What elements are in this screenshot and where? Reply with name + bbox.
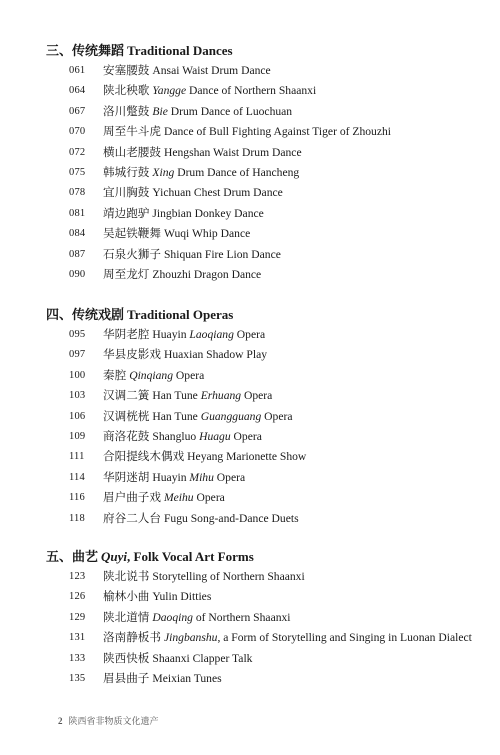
entry-title-cn: 陕北道情 (103, 610, 150, 624)
section-title (46, 43, 490, 59)
entry-page-number: 061 (69, 65, 86, 76)
list-item (46, 386, 490, 406)
list-item (46, 325, 490, 345)
list-item (46, 366, 490, 386)
entry-title: 横山老腰鼓 Hengshan Waist Drum Dance (103, 145, 302, 159)
section (46, 307, 490, 529)
entry-title-italic: Mihu (189, 470, 214, 484)
entry-title-cn: 石泉火狮子 (103, 247, 161, 261)
entry-page-number: 114 (69, 471, 85, 483)
list-item (46, 345, 490, 365)
section-title (46, 549, 490, 565)
entry-page-number: 131 (69, 632, 86, 644)
entry-title-cn: 陕北秧歌 (103, 84, 150, 98)
entry-title: 韩城行鼓 Xing Drum Dance of Hancheng (103, 165, 300, 179)
section (46, 43, 490, 285)
list-item (46, 447, 490, 467)
entry-page-number: 109 (69, 430, 86, 442)
entry-page-number: 111 (69, 451, 85, 463)
entry-title: 石泉火狮子 Shiquan Fire Lion Dance (103, 247, 281, 261)
entry-title-cn: 眉户曲子戏 (103, 491, 161, 505)
list-item (46, 61, 490, 81)
entry-title-cn: 秦腔 (103, 368, 127, 382)
entry-page-number: 133 (69, 652, 86, 664)
section (46, 549, 490, 689)
entry-title-cn: 汉调桄桄 (103, 409, 150, 423)
list-item (46, 669, 490, 689)
entry-title-cn: 韩城行鼓 (103, 165, 150, 179)
entry-title-cn: 宜川胸鼓 (103, 186, 150, 200)
entry-title-cn: 商洛花鼓 (103, 429, 150, 443)
entry-page-number: 070 (69, 126, 86, 138)
entry-title-cn: 吴起铁鞭舞 (103, 227, 161, 241)
entry-title-cn: 洛南静板书 (103, 631, 161, 645)
entry-title-italic: Erhuang (200, 389, 242, 403)
entry-title: 靖边跑驴 Jingbian Donkey Dance (103, 206, 264, 220)
entry-title-cn: 陕西快板 (103, 651, 150, 665)
entry-title-italic: Qinqiang (129, 368, 174, 382)
entry-page-number: 106 (69, 410, 86, 422)
entry-page-number: 123 (69, 571, 86, 582)
entry-page-number: 100 (69, 369, 86, 381)
entry-title: 榆林小曲 Yulin Ditties (103, 590, 212, 604)
section-title (46, 307, 490, 323)
section-title-en: Quyi, Folk Vocal Art Forms (101, 549, 254, 564)
entry-page-number: 116 (69, 492, 85, 504)
section-title-cn: 四、传统戏剧 (46, 307, 125, 322)
list-item (46, 143, 490, 163)
entry-page-number: 067 (69, 105, 86, 117)
entry-title-cn: 安塞腰鼓 (103, 64, 150, 77)
entry-list (46, 61, 490, 285)
entry-page-number: 064 (69, 85, 86, 97)
list-item (46, 163, 490, 183)
entry-title-italic: Daoqing (152, 610, 193, 624)
entry-page-number: 078 (69, 187, 86, 199)
entry-list (46, 325, 490, 529)
list-item (46, 224, 490, 244)
entry-page-number: 090 (69, 268, 86, 280)
entry-page-number: 075 (69, 166, 86, 178)
entry-title: 宜川胸鼓 Yichuan Chest Drum Dance (103, 186, 283, 200)
entry-title-italic: Guangguang (200, 409, 262, 423)
entry-title-italic: Xing (152, 165, 175, 179)
entry-page-number: 103 (69, 390, 86, 402)
entry-title-cn: 华阴老腔 (103, 328, 150, 341)
list-item (46, 509, 490, 529)
entry-title: 眉县曲子 Meixian Tunes (103, 671, 222, 685)
entry-title: 陕西快板 Shaanxi Clapper Talk (103, 651, 253, 665)
entry-title-cn: 合阳提线木偶戏 (103, 450, 185, 464)
entry-title-cn: 陕北说书 (103, 570, 150, 583)
list-item (46, 567, 490, 587)
entry-title: 华县皮影戏 Huaxian Shadow Play (103, 348, 268, 362)
list-item (46, 265, 490, 285)
entry-title: 眉户曲子戏 Meihu Opera (103, 491, 225, 505)
entry-title-cn: 靖边跑驴 (103, 206, 150, 220)
entry-title: 陕北秧歌 Yangge Dance of Northern Shaanxi (103, 84, 317, 98)
entry-title-cn: 横山老腰鼓 (103, 145, 161, 159)
entry-title: 吴起铁鞭舞 Wuqi Whip Dance (103, 227, 251, 241)
section-title-en: Traditional Dances (127, 43, 233, 58)
entry-page-number: 087 (69, 248, 86, 260)
entry-title: 汉调桄桄 Han Tune Guangguang Opera (103, 409, 293, 423)
entry-page-number: 081 (69, 207, 86, 219)
list-item (46, 427, 490, 447)
entry-page-number: 095 (69, 329, 86, 340)
list-item (46, 649, 490, 669)
entry-page-number: 129 (69, 611, 86, 623)
list-item (46, 628, 490, 648)
list-item (46, 204, 490, 224)
entry-title-italic: Laoqiang (189, 328, 234, 341)
entry-title-cn: 周至牛斗虎 (103, 125, 161, 139)
entry-page-number: 126 (69, 591, 86, 603)
entry-title: 陕北道情 Daoqing of Northern Shaanxi (103, 610, 291, 624)
entry-page-number: 118 (69, 512, 85, 524)
entry-title: 周至牛斗虎 Dance of Bull Fighting Against Tiger of Zhouzhi (103, 125, 392, 139)
entry-title-cn: 府谷二人台 (103, 511, 161, 525)
list-item (46, 407, 490, 427)
entry-title-cn: 华县皮影戏 (103, 348, 161, 362)
entry-title-italic: Meihu (163, 491, 194, 505)
entry-title-cn: 华阴迷胡 (103, 470, 150, 484)
entry-title-cn: 榆林小曲 (103, 590, 150, 604)
entry-title-italic: Jingbanshu (163, 631, 218, 645)
entry-page-number: 135 (69, 672, 86, 684)
list-item (46, 183, 490, 203)
page-number: 2 (58, 716, 63, 726)
list-item (46, 468, 490, 488)
entry-title-cn: 洛川蹩鼓 (103, 104, 150, 118)
entry-title-italic: Yangge (152, 84, 187, 98)
entry-page-number: 072 (69, 146, 86, 158)
entry-list (46, 567, 490, 689)
list-item (46, 245, 490, 265)
entry-title-cn: 汉调二簧 (103, 389, 150, 403)
section-title-cn: 五、曲艺 (46, 549, 99, 564)
entry-title-italic: Bie (152, 104, 168, 118)
entry-page-number: 084 (69, 228, 86, 240)
page-footer (58, 714, 159, 727)
entry-title: 商洛花鼓 Shangluo Huagu Opera (103, 429, 262, 443)
list-item (46, 102, 490, 122)
list-item (46, 608, 490, 628)
list-item (46, 488, 490, 508)
entry-title: 秦腔 Qinqiang Opera (103, 368, 205, 382)
list-item (46, 587, 490, 607)
entry-title: 华阴老腔 Huayin Laoqiang Opera (103, 328, 266, 341)
section-title-cn: 三、传统舞蹈 (46, 43, 125, 58)
entry-title: 陕北说书 Storytelling of Northern Shaanxi (103, 570, 305, 583)
entry-title-cn: 眉县曲子 (103, 671, 150, 685)
section-title-en: Traditional Operas (127, 307, 234, 322)
entry-page-number: 097 (69, 349, 86, 361)
book-title: 陕西省非物质文化遗产 (68, 716, 159, 726)
entry-title: 洛川蹩鼓 Bie Drum Dance of Luochuan (103, 104, 293, 118)
entry-title: 周至龙灯 Zhouzhi Dragon Dance (103, 267, 262, 281)
list-item (46, 122, 490, 142)
entry-title-italic: Huagu (199, 429, 231, 443)
entry-title: 洛南静板书 Jingbanshu, a Form of Storytelling and Singing in Luonan Dialect (103, 631, 472, 645)
entry-title: 府谷二人台 Fugu Song-and-Dance Duets (103, 511, 299, 525)
entry-title: 合阳提线木偶戏 Heyang Marionette Show (103, 450, 307, 464)
entry-title-cn: 周至龙灯 (103, 267, 150, 281)
entry-title: 汉调二簧 Han Tune Erhuang Opera (103, 389, 273, 403)
entry-title: 安塞腰鼓 Ansai Waist Drum Dance (103, 64, 271, 77)
entry-title: 华阴迷胡 Huayin Mihu Opera (103, 470, 246, 484)
list-item (46, 81, 490, 101)
